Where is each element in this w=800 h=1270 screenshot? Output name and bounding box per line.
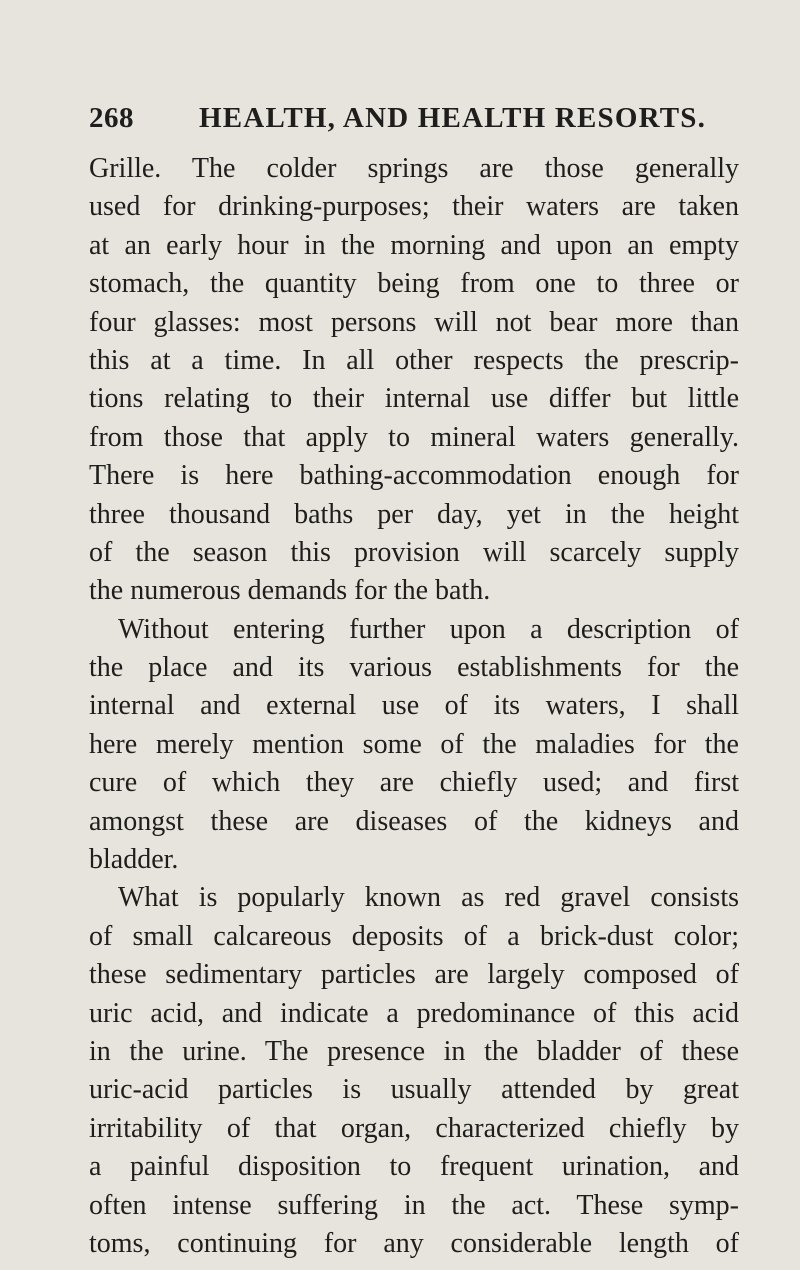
text-line: tions relating to their internal use differ but little	[89, 383, 739, 415]
text-line: the place and its various establishments for the	[89, 652, 739, 684]
text-line: here merely mention some of the maladies for the	[89, 728, 739, 760]
running-head	[89, 102, 749, 142]
text-line: three thousand baths per day, yet in the height	[89, 498, 739, 530]
text-line: in the urine. The presence in the bladder of these	[89, 1035, 739, 1067]
page-number: 268	[89, 102, 134, 134]
text-line: from those that apply to mineral waters generally.	[89, 421, 739, 453]
text-line: cure of which they are chiefly used; and first	[89, 767, 739, 799]
text-line: often intense suffering in the act. These symp-	[89, 1189, 739, 1221]
running-title: HEALTH, AND HEALTH RESORTS.	[199, 102, 707, 134]
text-line: these sedimentary particles are largely composed of	[89, 959, 739, 991]
text-line: of the season this provision will scarcely supply	[89, 536, 739, 568]
text-line: Grille. The colder springs are those generally	[89, 153, 739, 184]
text-line: at an early hour in the morning and upon an empty	[89, 229, 739, 261]
text-line: four glasses: most persons will not bear more than	[89, 306, 739, 338]
text-line: amongst these are diseases of the kidneys and	[89, 805, 739, 837]
text-line: bladder.	[89, 844, 179, 876]
text-line: internal and external use of its waters, I shall	[89, 690, 739, 722]
text-line: uric acid, and indicate a predominance of this acid	[89, 997, 739, 1029]
body-text	[89, 150, 739, 1263]
text-line: of small calcareous deposits of a brick-dust color;	[89, 920, 739, 952]
text-line: What is popularly known as red gravel consists	[118, 882, 739, 914]
text-line: this at a time. In all other respects the prescrip-	[89, 344, 739, 376]
text-line: stomach, the quantity being from one to three or	[89, 268, 739, 300]
text-line: toms, continuing for any considerable length of	[89, 1227, 739, 1259]
text-line: There is here bathing-accommodation enough for	[89, 460, 739, 492]
text-line: irritability of that organ, characterized chiefly by	[89, 1112, 739, 1144]
text-line: used for drinking-purposes; their waters are taken	[89, 191, 739, 223]
text-line: Without entering further upon a description of	[118, 613, 739, 645]
text-line: the numerous demands for the bath.	[89, 575, 491, 607]
text-line: uric-acid particles is usually attended by great	[89, 1074, 739, 1106]
text-line: a painful disposition to frequent urination, and	[89, 1151, 739, 1183]
